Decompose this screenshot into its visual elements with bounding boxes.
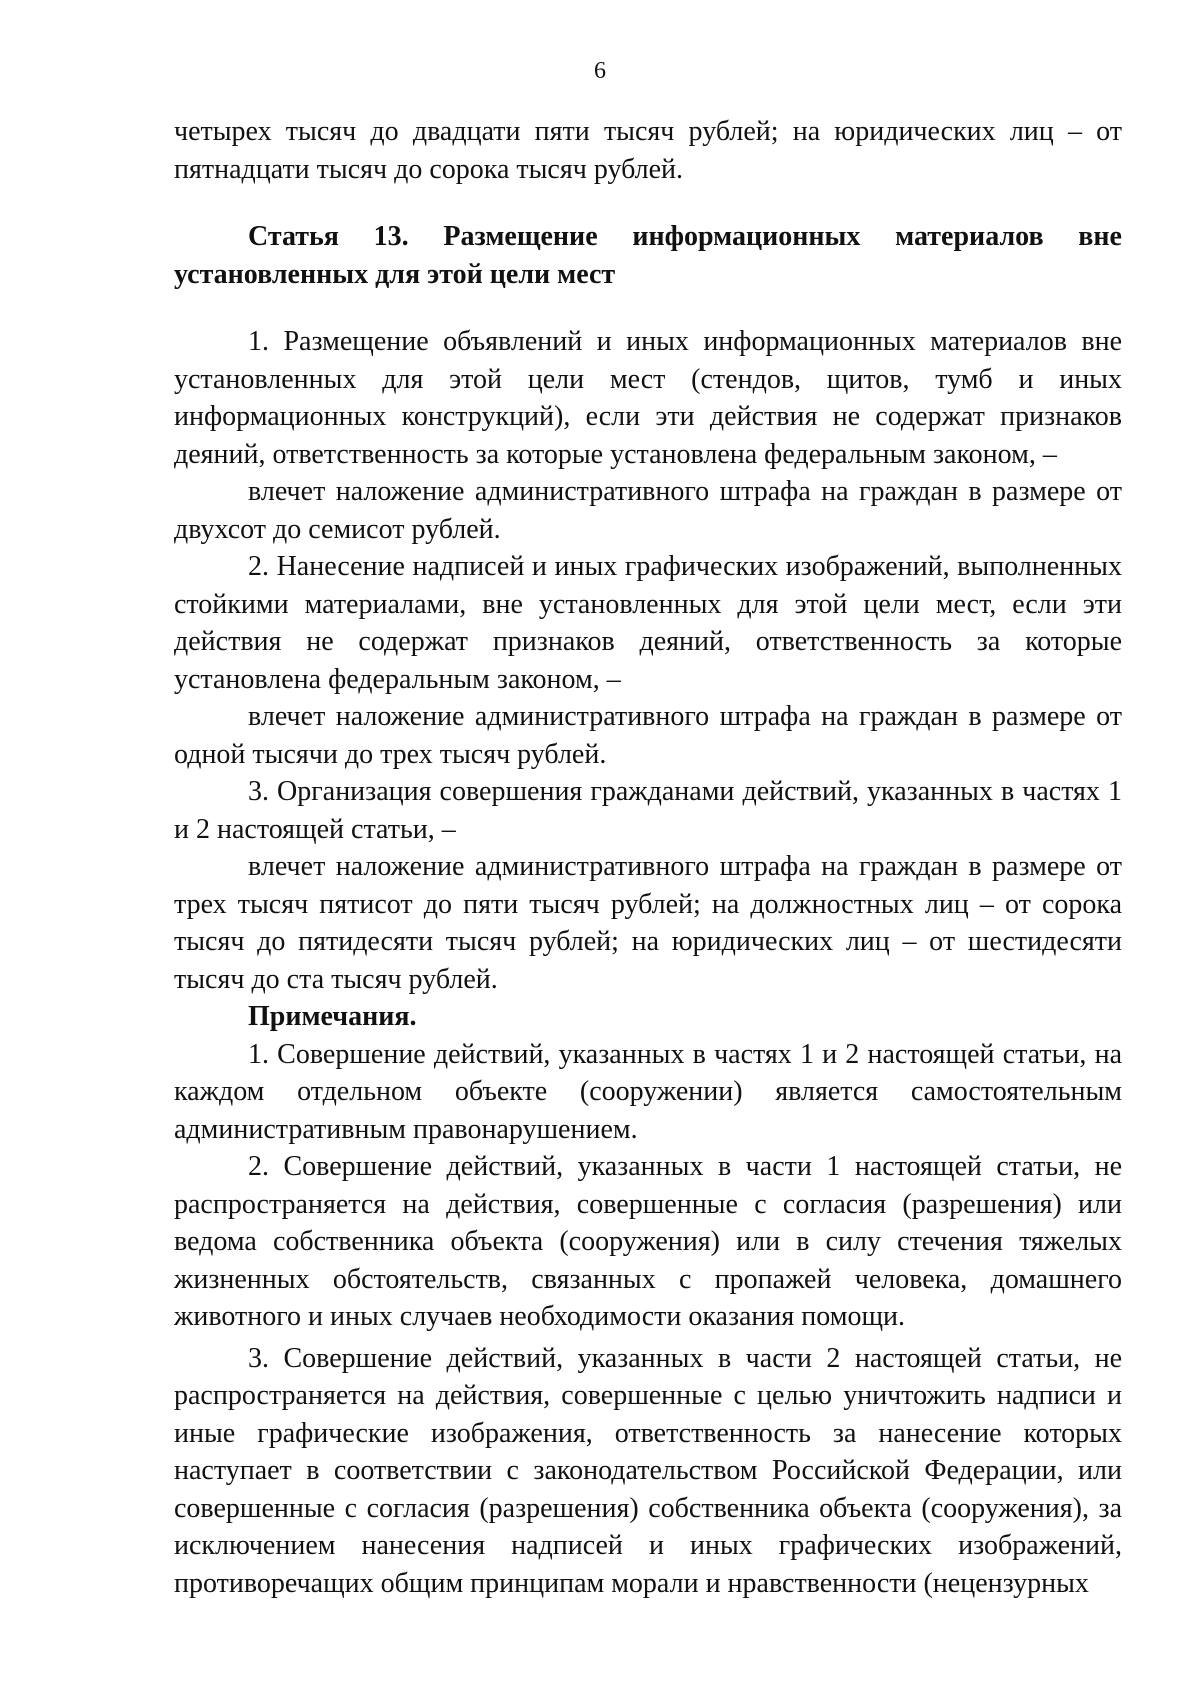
notes-title: Примечания.: [248, 1001, 417, 1032]
article-part-3: 3. Организация совершения гражданами действий, указанных в частях 1 и 2 настоящей статьи, –: [174, 776, 1122, 845]
article-heading-line-1: Статья 13. Размещение информационных материалов вне: [248, 221, 1122, 252]
article-part-1: 1. Размещение объявлений и иных информационных материалов вне установленных для этой цели мест (стендов, щитов, тумб и иных информационных конструкций), если эти действия не содержат признаков деяний, ответственность за которые установлена федеральным законом, –: [174, 326, 1122, 470]
document-body: [174, 113, 1122, 1602]
note-1: 1. Совершение действий, указанных в частях 1 и 2 настоящей статьи, на каждом отдельном объекте (сооружении) является самостоятельным административным правонарушением.: [174, 1038, 1122, 1145]
article-part-2-penalty: влечет наложение административного штрафа на граждан в размере от одной тысячи до трех тысяч рублей.: [174, 701, 1122, 770]
note-3: 3. Совершение действий, указанных в части 2 настоящей статьи, не распространяется на действия, совершенные с целью уничтожить надписи и иные графические изображения, ответственность за нанесение которых наступает в соответствии с законодательством Российской Федерации, или совершенные с согласия (разрешения) собственника объекта (сооружения), за исключением нанесения надписей и иных графических изображений, противоречащих общим принципам морали и нравственности (нецензурных: [174, 1342, 1122, 1599]
article-part-3-penalty: влечет наложение административного штрафа на граждан в размере от трех тысяч пятисот до пяти тысяч рублей; на должностных лиц – от сорока тысяч до пятидесяти тысяч рублей; на юридических лиц – от шестидесяти тысяч до ста тысяч рублей.: [174, 851, 1122, 995]
article-heading: [174, 218, 1122, 293]
article-heading-line-2: установленных для этой цели мест: [174, 258, 616, 290]
intro-paragraph: четырех тысяч до двадцати пяти тысяч рублей; на юридических лиц – от пятнадцати тысяч до сорока тысяч рублей.: [174, 116, 1122, 185]
note-2: 2. Совершение действий, указанных в части 1 настоящей статьи, не распространяется на действия, совершенные с согласия (разрешения) или ведома собственника объекта (сооружения) или в силу стечения тяжелых жизненных обстоятельств, связанных с пропажей человека, домашнего животного и иных случаев необходимости оказания помощи.: [174, 1151, 1122, 1332]
article-part-1-penalty: влечет наложение административного штрафа на граждан в размере от двухсот до семисот рублей.: [174, 476, 1122, 545]
page-number: 6: [594, 58, 606, 84]
article-part-2: 2. Нанесение надписей и иных графических изображений, выполненных стойкими материалами, вне установленных для этой цели мест, если эти действия не содержат признаков деяний, ответственность за которые установлена федеральным законом, –: [174, 551, 1122, 695]
